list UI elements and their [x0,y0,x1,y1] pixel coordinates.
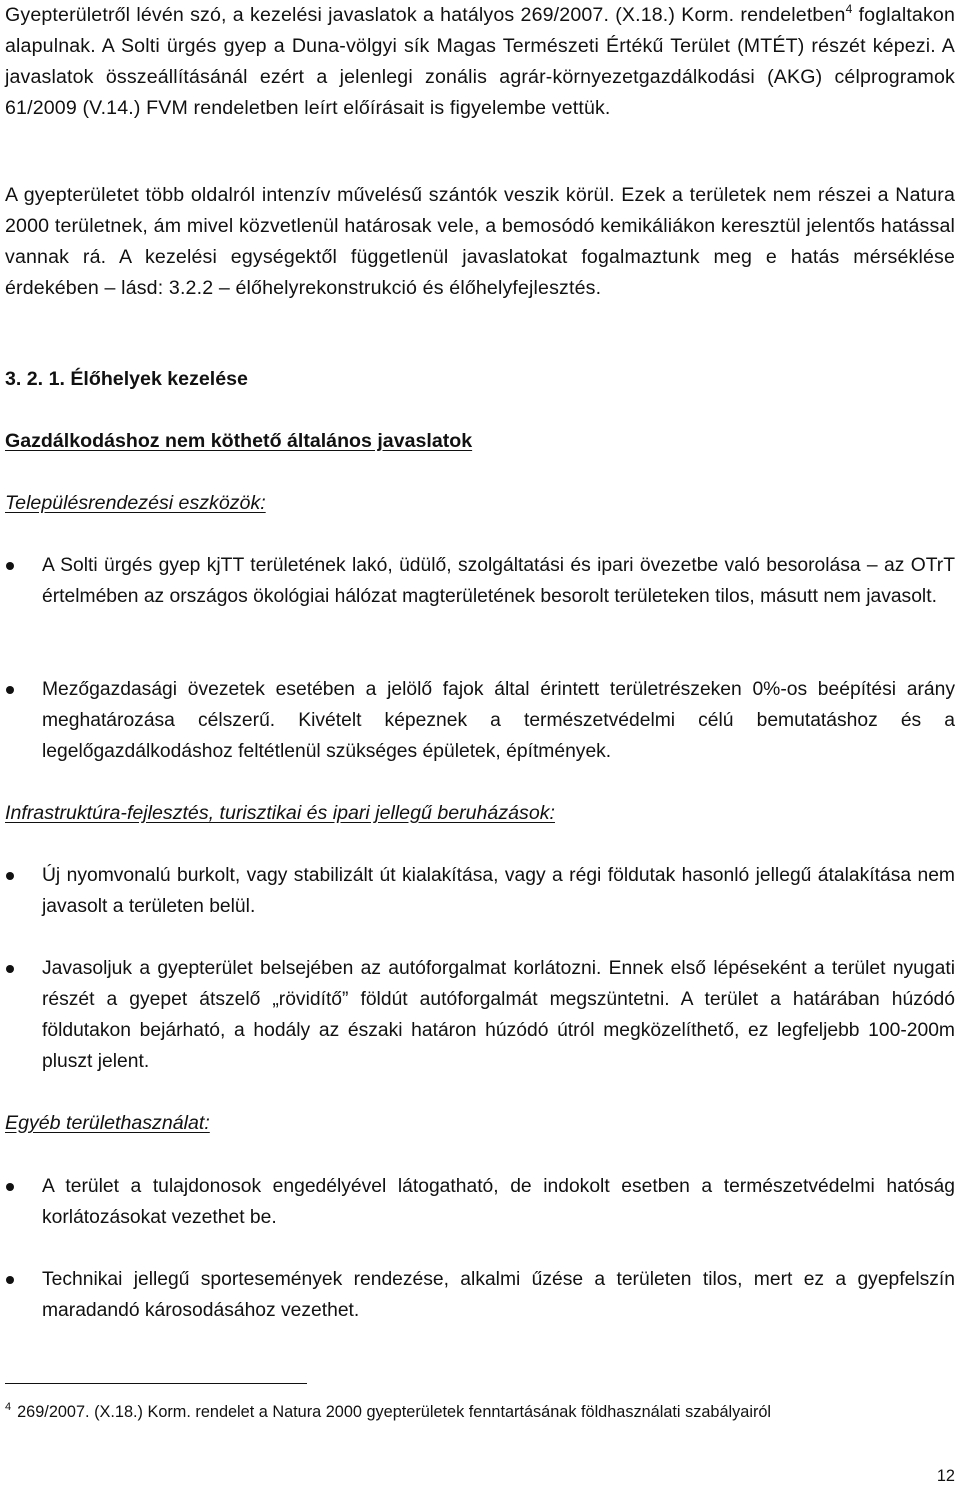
infrastructure-title: Infrastruktúra-fejlesztés, turisztikai és ipari jellegű beruházások: [5,802,555,824]
footnote-reference: 4 [845,2,853,16]
bullet-icon [6,872,14,880]
list-item-text: Technikai jellegű sportesemények rendezése, alkalmi űzése a területen tilos, mert ez a gyepfelszín maradandó károsodásához vezethet. [42,1269,955,1321]
list-item-text: Új nyomvonalú burkolt, vagy stabilizált út kialakítása, vagy a régi földutak hasonló jellegű átalakítása nem javasolt a területen belül. [42,865,955,917]
footnote-text: 269/2007. (X.18.) Korm. rendelet a Natura 2000 gyepterületek fenntartásának földhasználati szabályairól [17,1403,772,1421]
list-item-text: A terület a tulajdonosok engedélyével látogatható, de indokolt esetben a természetvédelmi hatóság korlátozásokat vezethet be. [42,1176,955,1228]
other-land-use-title: Egyéb területhasználat: [5,1112,210,1134]
bullet-icon [6,686,14,694]
footnote-number: 4 [5,1401,12,1413]
list-item-text: A Solti ürgés gyep kjTT területének lakó, üdülő, szolgáltatási és ipari övezetbe való besorolása – az OTrT értelmében az országos ökológiai hálózat magterületének besorolt területeken tilos, másutt nem javasolt. [42,555,955,607]
bullet-icon [6,1183,14,1191]
intro-paragraph-text-start: Gyepterületről lévén szó, a kezelési javaslatok a hatályos 269/2007. (X.18.) Korm. rendeletben [5,4,846,26]
arable-land-paragraph: A gyepterületet több oldalról intenzív művelésű szántók veszik körül. Ezek a területek nem részei a Natura 2000 területnek, ám mivel közvetlenül határosak vele, a bemosódó kemikáliákon keresztül jelentős hatással vannak rá. A kezelési egységektől függetlenül javaslatokat fogalmaztunk meg e hatás mérséklése érdekében – lásd: 3.2.2 – élőhelyrekonstrukció és élőhelyfejlesztés. [5,184,955,299]
list-item-text: Mezőgazdasági övezetek esetében a jelölő fajok által érintett területrészeken 0%-os beépítési arány meghatározása célszerű. Kivételt képeznek a természetvédelmi célú bemutatáshoz és a legelőgazdálkodáshoz feltétlenül szükséges épületek, építmények. [42,679,955,762]
bullet-icon [6,1276,14,1284]
section-heading: 3. 2. 1. Élőhelyek kezelése [5,368,248,390]
page-number: 12 [936,1467,955,1485]
bullet-icon [6,965,14,973]
footnote [5,1395,955,1424]
intro-paragraph [5,0,955,124]
intro-paragraph-text-end: foglaltakon alapulnak. A Solti ürgés gyep a Duna-völgyi sík Magas Természeti Értékű Terület (MTÉT) részét képezi. A javaslatok összeállításánál ezért a jelenlegi zonális agrár-környezetgazdálkodási (AKG) célprogramok 61/2009 (V.14.) FVM rendeletben leírt előírásait is figyelembe vettük. [5,4,955,119]
footnote-divider [5,1383,307,1384]
subsection-heading: Gazdálkodáshoz nem köthető általános javaslatok [5,430,473,452]
list-item-text: Javasoljuk a gyepterület belsejében az autóforgalmat korlátozni. Ennek első lépéseként a terület nyugati részét a gyepet átszelő „rövidítő” földút autóforgalmát megszüntetni. A terület a határában húzódó földutakon bejárható, a hodály az északi határon húzódó útról megközelíthető, ez legfeljebb 100-200m pluszt jelent. [42,958,955,1072]
settlement-planning-title: Településrendezési eszközök: [5,492,266,514]
bullet-icon [6,562,14,570]
